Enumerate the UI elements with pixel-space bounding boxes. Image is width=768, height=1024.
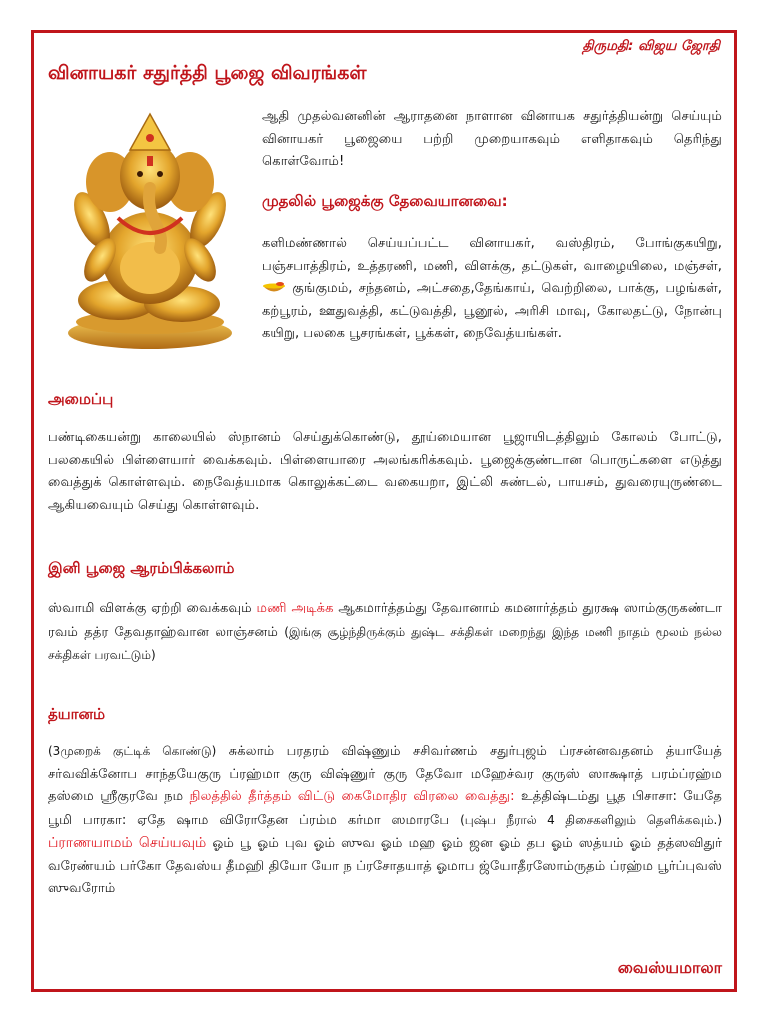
items-text-before-icon: களிமண்ணால் செய்யப்பட்ட வினாயகர், வஸ்திரம், போங்குகயிறு, பஞ்சபாத்திரம், உத்தரணி, மணி, விளக்கு, தட்டுகள், வாழையிலை, மஞ்சள், <box>262 236 722 274</box>
items-paragraph-1 <box>262 233 722 346</box>
dhyanam-instruction-1: நிலத்தில் தீர்த்தம் விட்டு கைமோதிர விரலை வைத்து: <box>189 789 515 804</box>
ring-bell-instruction: மணி அடிக்க <box>256 601 334 616</box>
start-note: (இங்கு சூழ்ந்திருக்கும் துஷ்ட சக்திகள் மறைந்து இந்த மணி நாதம் மூலம் நல்ல சக்திகள் பரவட்டும்) <box>48 624 722 662</box>
items-heading: முதலில் பூஜைக்கு தேவையானவை: <box>262 192 508 210</box>
ganesha-image <box>48 108 252 352</box>
dhyanam-paragraph <box>48 740 722 901</box>
dhyanam-text-1: சுக்லாம் பரதரம் விஷ்ணும் சசிவர்ணம் சதுர்புஜம் ப்ரசன்னவதனம் த்யாயேத் சர்வவிக்னோப சாந்தயேகுரு ப்ரஹ்மா குரு விஷ்ணுர் குரு தேவோ மஹேச்வர குருஸ் ஸாக்ஷாத் பரம்ப்ரஹ்ம தஸ்மை ஸ்ரீகுரவே நம <box>48 744 723 804</box>
dhyanam-heading: த்யானம் <box>48 705 106 723</box>
start-heading: இனி பூஜை ஆரம்பிக்கலாம் <box>48 559 235 577</box>
turmeric-bowl-icon <box>262 281 286 295</box>
dhyanam-note-2: (புஷ்ப நீரால் 4 திசைகளிலும் தெளிக்கவும்.) <box>460 812 723 827</box>
page-title: வினாயகர் சதுர்த்தி பூஜை விவரங்கள் <box>48 62 367 84</box>
dhyanam-text-2: உத்திஷ்டம்து பூத பிசாசா: யேதே பூமி பாரகா: ஏதே ஷாம விரோதேன ப்ரம்ம கர்மா ஸமாரபே <box>48 789 722 828</box>
start-text-a: ஸ்வாமி விளக்கு ஏற்றி வைக்கவும் <box>48 601 252 616</box>
start-paragraph <box>48 598 722 668</box>
author-name: திருமதி: விஜய ஜோதி <box>582 38 720 54</box>
footer-signature: வைஸ்யமாலா <box>617 958 722 977</box>
setup-heading: அமைப்பு <box>48 390 114 408</box>
items-text-after-icon: குங்குமம், சந்தனம், அட்சதை,தேங்காய், வெற்றிலை, பாக்கு, பழங்கள், கற்பூரம், ஊதுவத்தி, கட்டுவத்தி, பூனூல், அரிசி மாவு, கோலதட்டு, நோன்பு கயிறு, பலகை பூசரங்கள், பூக்கள், நைவேத்யங்கள். <box>262 281 722 341</box>
dhyanam-note-1: (3முறைக் குட்டிக் கொண்டு) <box>48 744 217 758</box>
dhyanam-instruction-2: ப்ராணயாமம் செய்யவும் <box>48 835 207 851</box>
dhyanam-text-3: ஓம் பூ ஓம் புவ ஓம் ஸுவ ஓம் மஹ ஓம் ஜன ஓம் தப ஓம் ஸத்யம் ஓம் தத்ஸவிதுர் வரேண்யம் பர்கோ தேவஸ்ய தீமஹி தியோ யோ ந ப்ரசோதயாத் ஓமாப ஜ்யோதீரஸோம்ருதம் ப்ரஹ்ம பூர்ப்புவஸ் ஸுவரோம் <box>48 836 722 896</box>
setup-paragraph: பண்டிகையன்று காலையில் ஸ்நானம் செய்துக்கொண்டு, தூய்மையான பூஜாயிடத்திலும் கோலம் போட்டு, பலகையில் பிள்ளையார் வைக்கவும். பிள்ளையாரை அலங்கரிக்கவும். பூஜைக்குண்டான பொருட்களை எடுத்து வைத்துக் கொள்ளவும். நைவேத்யமாக கொலுக்கட்டை வகையறா, இட்லி சுண்டல், பாயசம், துவரையுருண்டை ஆகியவையும் செய்து கொள்ளவும். <box>48 430 722 513</box>
start-text-b: ஆகமார்த்தம்து தேவானாம் கமனார்த்தம் துரக்ஷ ஸாம்குருகண்டா ரவம் தத்ர தேவதாஹ்வான லாஞ்சனம் <box>48 601 722 640</box>
intro-paragraph: ஆதி முதல்வனனின் ஆராதனை நாளான வினாயக சதுர்த்தியன்று செய்யும் வினாயகர் பூஜையை பற்றி முறையாகவும் எளிதாகவும் தெரிந்து கொள்வோம்! <box>262 109 722 169</box>
